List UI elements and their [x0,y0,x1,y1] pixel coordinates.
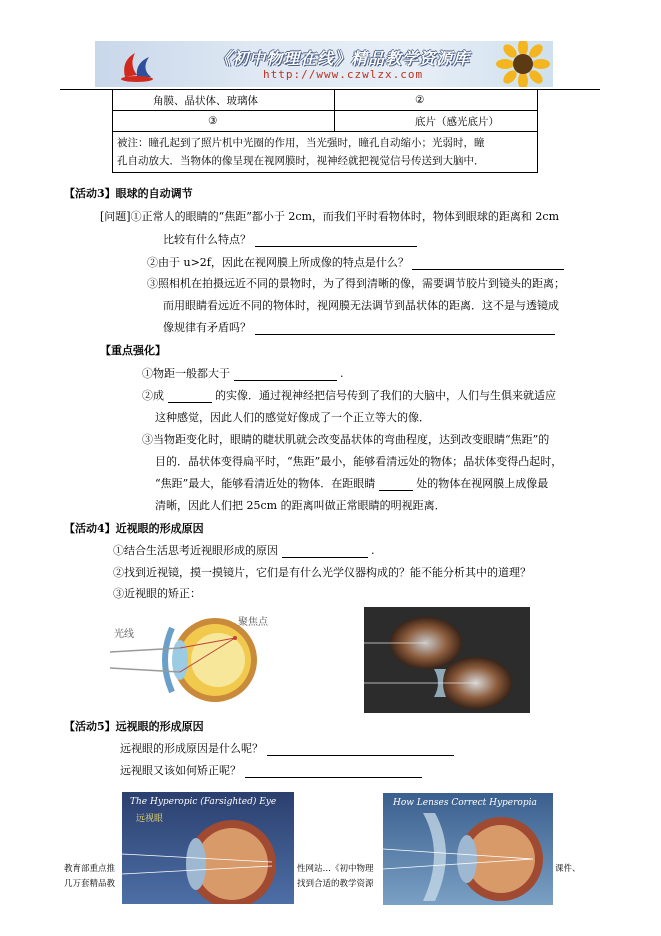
emphasis-p3: ③当物距变化时，眼睛的睫状肌就会改变晶状体的弯曲程度，达到改变眼睛“焦距”的 [142,433,550,446]
focus-point-label: 聚焦点 [238,617,268,628]
answer-blank[interactable] [255,235,417,247]
footer-left-2: 几万套精品教 [64,879,116,889]
activity3-q2 [147,256,564,270]
note-line: 被注：瞳孔起到了照片机中光圈的作用，当光强时，瞳孔自动缩小；光弱时，瞳 [117,137,485,149]
banner-title: 《初中物理在线》精品教学资源库 [215,49,471,68]
p3-text: “焦距”最大，能够看清近处的物体．在距眼睛 [155,477,376,490]
myopia-correction-image [364,607,530,713]
activity4-i1 [113,544,375,558]
convex-lens-eye-icon [383,793,553,905]
q2-text: ②由于 u>2f，因此在视网膜上所成像的特点是什么？ [147,256,409,269]
answer-blank[interactable] [234,369,337,381]
answer-blank[interactable] [267,744,454,756]
q3-text: 像规律有矛盾吗？ [163,321,251,334]
emphasis-p2-cont: 这种感觉，因此人们的感觉好像成了一个正立等大的像． [155,411,430,424]
answer-blank[interactable] [379,479,413,491]
emphasis-p1 [142,367,344,381]
table-note [113,132,538,173]
table-cell: 底片（感光底片） [335,111,538,132]
i1-end: . [371,544,375,557]
p2-text: 的实像．通过视神经把信号传到了我们的大脑中，人们与生俱来就适应 [215,389,556,402]
emphasis-p3-cont: 目的．晶状体变得扁平时，“焦距”最小，能够看清远处的物体；晶状体变得凸起时， [155,455,563,468]
emphasis-p2 [142,389,556,403]
activity3-q3: ③照相机在拍摄远近不同的景物时，为了得到清晰的像，需要调节胶片到镜头的距离； [147,277,565,290]
table-cell: ③ [113,111,335,132]
activity3-q1-cont [163,233,417,247]
p2-text: ②成 [142,389,164,402]
activity3-q3-cont2 [163,321,555,335]
answer-blank[interactable] [282,546,368,558]
emphasis-p3-cont2 [155,477,548,491]
table-cell: 角膜、晶状体、玻璃体 [113,90,335,111]
activity4-i2: ②找到近视镜，摸一摸镜片，它们是有什么光学仪器构成的？能不能分析其中的道理？ [113,566,531,579]
site-banner [95,41,553,87]
myopia-eye-diagram [110,608,290,706]
site-logo-icon [115,47,159,83]
p1-end: . [340,367,344,380]
hyperopic-caption: The Hyperopic (Farsighted) Eye [130,797,277,807]
q1-text: 比较有什么特点？ [163,233,251,246]
a5-q2-text: 远视眼又该如何矫正呢？ [120,764,241,777]
emphasis-p3-cont3: 清晰，因此人们把 25cm 的距离叫做正常眼睛的明视距离． [155,499,446,512]
activity5-q1 [120,742,454,756]
a5-q1-text: 远视眼的形成原因是什么呢？ [120,742,263,755]
p1-text: ①物距一般都大于 [142,367,230,380]
table-cell: ② [335,90,538,111]
correction-caption: How Lenses Correct Hyperopia [393,798,537,808]
answer-blank[interactable] [245,766,422,778]
activity3-q1: [问题]①正常人的眼睛的“焦距”都小于 2cm，而我们平时看物体时，物体到眼球的距离和 2cm [100,210,560,223]
sunflower-icon [493,41,553,87]
answer-blank[interactable] [255,323,555,335]
answer-blank[interactable] [168,391,212,403]
note-line: 孔自动放大．当物体的像呈现在视网膜时，视神经就把视觉信号传送到大脑中． [117,155,485,167]
answer-blank[interactable] [412,258,564,270]
activity4-title: 【活动4】近视眼的形成原因 [64,522,204,535]
i1-text: ①结合生活思考近视眼形成的原因 [113,544,278,557]
footer-left-1: 教育部重点推 [64,864,116,874]
hyperopic-label: 远视眼 [136,814,164,824]
p3-text: 处的物体在视网膜上成像最 [416,477,549,490]
light-label: 光线 [114,629,134,640]
hyperopic-eye-image [122,792,294,904]
footer-mid-2: 找到合适的教学资源 [297,879,374,889]
activity3-title: 【活动3】眼球的自动调节 [64,187,193,200]
banner-url[interactable]: http://www.czwlzx.com [263,68,424,81]
emphasis-title: 【重点强化】 [100,344,166,357]
hyperopic-eye-icon [122,792,294,904]
footer-right-1: 课件、 [555,864,581,874]
activity4-i3: ③近视眼的矫正： [113,587,201,600]
eye-camera-table [112,89,538,173]
activity3-q3-cont: 而用眼睛看远近不同的物体时，视网膜无法调节到晶状体的距离．这不是与透镜成 [163,299,559,312]
footer-mid-1: 性网站…《初中物理 [297,864,374,874]
concave-lens-eye-icon [364,607,530,713]
activity5-title: 【活动5】远视眼的形成原因 [64,720,204,733]
hyperopia-correction-image [383,793,553,905]
activity5-q2 [120,764,422,778]
